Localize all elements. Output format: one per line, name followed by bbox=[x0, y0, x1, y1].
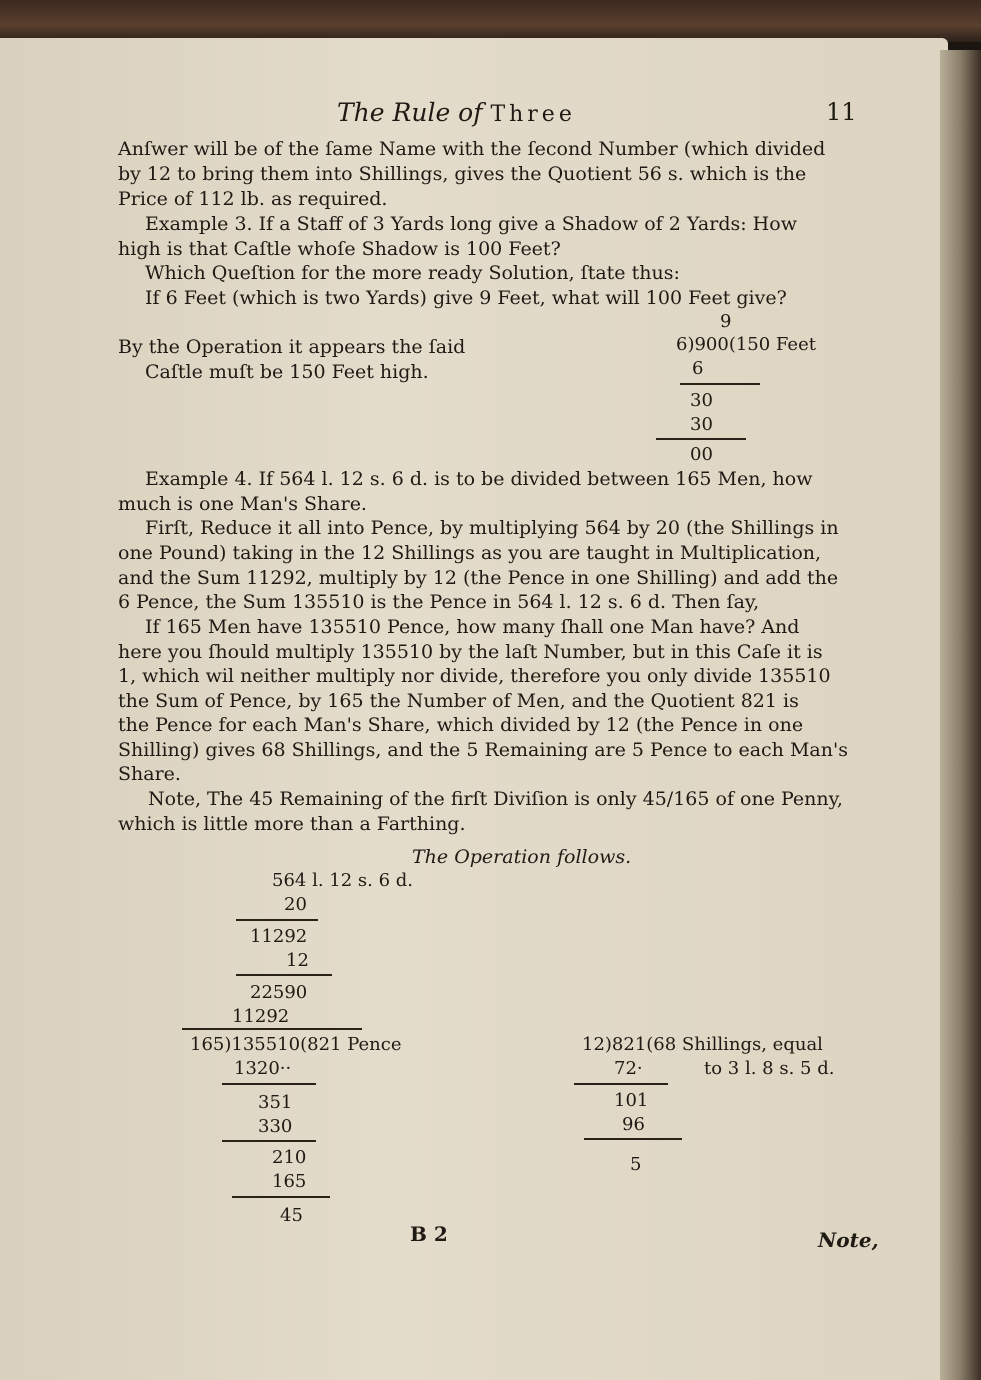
book-edge-right bbox=[940, 50, 981, 1380]
calc-line: 165)135510(821 Pence bbox=[190, 1034, 402, 1055]
text-line: and the Sum 11292, multiply by 12 (the Pence in one Shilling) and add the bbox=[118, 567, 839, 589]
calc-rule bbox=[232, 1196, 330, 1198]
calc-line: 12)821(68 Shillings, equal bbox=[582, 1034, 823, 1055]
calc-line: 6)900(150 Feet bbox=[676, 334, 816, 355]
text-line: much is one Man's Share. bbox=[118, 493, 367, 515]
text-line: Example 4. If 564 l. 12 s. 6 d. is to be divided between 165 Men, how bbox=[145, 468, 813, 490]
calc-line: 101 bbox=[614, 1090, 649, 1111]
calc-rule bbox=[680, 383, 760, 385]
text-line: 6 Pence, the Sum 135510 is the Pence in 564 l. 12 s. 6 d. Then ſay, bbox=[118, 591, 760, 613]
operation-heading: The Operation follows. bbox=[412, 846, 632, 868]
operation-text: By the Operation it appears the ſaid bbox=[118, 336, 466, 358]
catchword: Note, bbox=[818, 1228, 879, 1252]
text-line: Note, The 45 Remaining of the firſt Diviſion is only 45/165 of one Penny, bbox=[148, 788, 843, 810]
text-line: one Pound) taking in the 12 Shillings as you are taught in Multiplication, bbox=[118, 542, 822, 564]
running-head bbox=[337, 98, 576, 127]
calc-line: to 3 l. 8 s. 5 d. bbox=[704, 1058, 835, 1079]
calc-line: 6 bbox=[692, 358, 704, 379]
calc-rule bbox=[182, 1028, 362, 1030]
text-line: high is that Caſtle whoſe Shadow is 100 Feet? bbox=[118, 238, 561, 260]
calc-line: 351 bbox=[258, 1092, 293, 1113]
calc-rule bbox=[656, 438, 746, 440]
calc-rule bbox=[584, 1138, 682, 1140]
text-line: Price of 112 lb. as required. bbox=[118, 188, 388, 210]
text-line: the Sum of Pence, by 165 the Number of Men, and the Quotient 821 is bbox=[118, 690, 799, 712]
calc-line: 72· bbox=[614, 1058, 643, 1079]
calc-line: 96 bbox=[622, 1114, 645, 1135]
text-line: 1, which wil neither multiply nor divide, therefore you only divide 135510 bbox=[118, 665, 831, 687]
text-line: Shilling) gives 68 Shillings, and the 5 Remaining are 5 Pence to each Man's bbox=[118, 739, 848, 761]
calc-rule bbox=[222, 1083, 316, 1085]
calc-line: 165 bbox=[272, 1171, 307, 1192]
calc-rule bbox=[574, 1083, 668, 1085]
book-edge-top bbox=[0, 0, 981, 42]
text-line: which is little more than a Farthing. bbox=[118, 813, 466, 835]
calc-line: 30 bbox=[690, 414, 713, 435]
calc-line: 11292 bbox=[232, 1006, 290, 1027]
text-line: Share. bbox=[118, 763, 181, 785]
calc-line: 12 bbox=[286, 950, 309, 971]
text-line: If 165 Men have 135510 Pence, how many ſhall one Man have? And bbox=[145, 616, 800, 638]
calc-line: 11292 bbox=[250, 926, 308, 947]
text-line: Which Queſtion for the more ready Solution, ſtate thus: bbox=[145, 262, 680, 284]
calc-line: 22590 bbox=[250, 982, 308, 1003]
text-line: Example 3. If a Staff of 3 Yards long give a Shadow of 2 Yards: How bbox=[145, 213, 797, 235]
running-head-title: The Rule of bbox=[337, 98, 483, 127]
text-line: Anſwer will be of the ſame Name with the ſecond Number (which divided bbox=[118, 138, 826, 160]
text-line: the Pence for each Man's Share, which divided by 12 (the Pence in one bbox=[118, 714, 804, 736]
signature-mark: B 2 bbox=[410, 1222, 448, 1246]
calc-line: 330 bbox=[258, 1116, 293, 1137]
calc-line: 5 bbox=[630, 1154, 642, 1175]
calc-rule bbox=[222, 1140, 316, 1142]
operation-text: Caſtle muſt be 150 Feet high. bbox=[145, 361, 429, 383]
page-number: 11 bbox=[826, 98, 857, 126]
text-line: here you ſhould multiply 135510 by the laſt Number, but in this Caſe it is bbox=[118, 641, 823, 663]
calc-line: 00 bbox=[690, 444, 713, 465]
text-line: by 12 to bring them into Shillings, gives the Quotient 56 s. which is the bbox=[118, 163, 807, 185]
calc-line: 1320·· bbox=[234, 1058, 292, 1079]
calc-rule bbox=[236, 974, 332, 976]
calc-line: 45 bbox=[280, 1205, 303, 1226]
calc-rule bbox=[236, 919, 318, 921]
calc-line: 20 bbox=[284, 894, 307, 915]
calc-line: 9 bbox=[720, 311, 732, 332]
calc-line: 564 l. 12 s. 6 d. bbox=[272, 870, 414, 891]
calc-line: 30 bbox=[690, 390, 713, 411]
calc-line: 210 bbox=[272, 1147, 307, 1168]
text-line: Firſt, Reduce it all into Pence, by multiplying 564 by 20 (the Shillings in bbox=[145, 517, 839, 539]
text-line: If 6 Feet (which is two Yards) give 9 Feet, what will 100 Feet give? bbox=[145, 287, 787, 309]
running-head-caps: Three bbox=[490, 102, 576, 127]
